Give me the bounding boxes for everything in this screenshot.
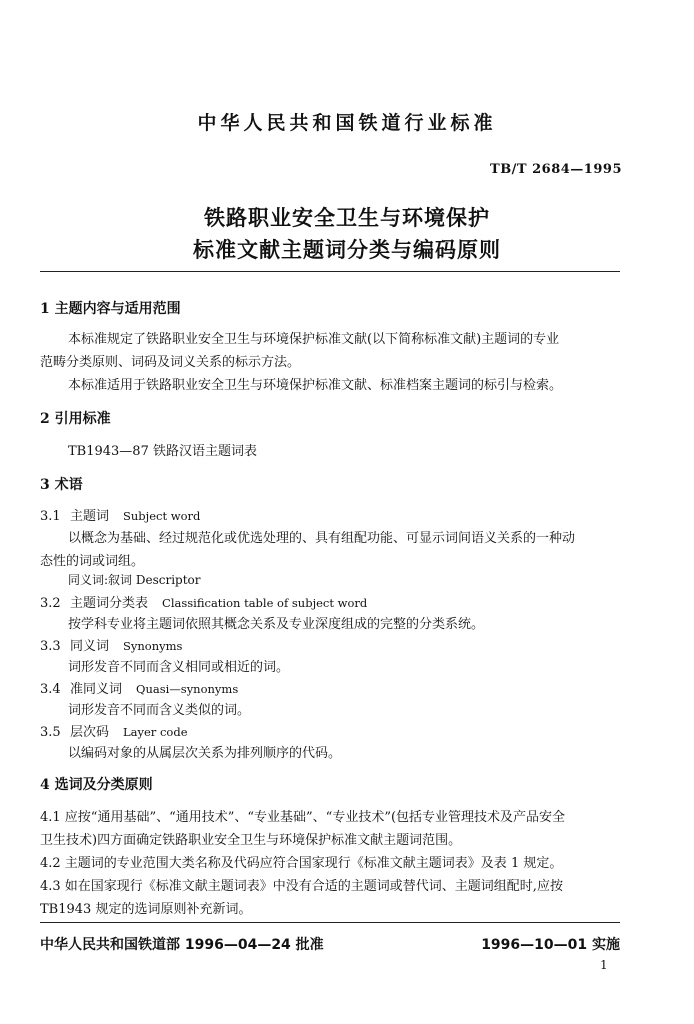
term-3-2	[40, 592, 367, 611]
term-number: 3.1	[40, 509, 61, 524]
term-chinese: 层次码	[70, 725, 110, 740]
term-english: Classification table of subject word	[162, 596, 368, 610]
clause-4-1b: 卫生技术)四方面确定铁路职业安全卫生与环境保护标准文献主题词范围。	[40, 833, 462, 848]
document-title-line2: 标准文献主题词分类与编码原则	[193, 237, 501, 262]
term-chinese: 主题词分类表	[70, 596, 149, 611]
term-3-1-definition-a: 以概念为基础、经过规范化或优选处理的、具有组配功能、可显示词间语义关系的一种动	[68, 531, 576, 546]
term-number: 3.5	[40, 725, 61, 740]
section-3-heading: 3 术语	[40, 477, 83, 493]
document-title-line1: 铁路职业安全卫生与环境保护	[204, 205, 490, 230]
term-3-4-definition: 词形发音不同而含义类似的词。	[68, 703, 251, 718]
term-chinese: 同义词	[70, 639, 110, 654]
clause-4-2: 4.2 主题词的专业范围大类名称及代码应符合国家现行《标准文献主题词表》及表 1 规定。	[40, 856, 563, 871]
term-3-4	[40, 678, 238, 697]
clause-4-3b: TB1943 规定的选词原则补充新词。	[40, 902, 252, 917]
standard-series-header: 中华人民共和国铁道行业标准	[197, 112, 497, 134]
section-1-paragraph-1a: 本标准规定了铁路职业安全卫生与环境保护标准文献(以下简称标准文献)主题词的专业	[68, 332, 560, 347]
clause-4-3a: 4.3 如在国家现行《标准文献主题词表》中没有合适的主题词或替代词、主题词组配时,应按	[40, 879, 563, 894]
term-3-3	[40, 635, 182, 654]
section-2-heading: 2 引用标准	[40, 411, 111, 427]
term-3-5	[40, 721, 188, 740]
term-number: 3.2	[40, 596, 61, 611]
term-english: Quasi—synonyms	[136, 682, 239, 696]
clause-4-1a: 4.1 应按“通用基础”、“通用技术”、“专业基础”、“专业技术”(包括专业管理技术及产品安全	[40, 810, 566, 825]
section-1-paragraph-1b: 范畴分类原则、词码及词义关系的标示方法。	[40, 355, 301, 370]
section-4-heading: 4 选词及分类原则	[40, 777, 153, 793]
effective-date: 1996—10—01 实施	[481, 937, 620, 953]
footer-divider	[40, 922, 620, 923]
term-3-5-definition: 以编码对象的从属层次关系为排列顺序的代码。	[68, 746, 342, 761]
term-number: 3.3	[40, 639, 61, 654]
term-3-3-definition: 词形发音不同而含义相同或相近的词。	[68, 660, 290, 675]
term-chinese: 准同义词	[70, 682, 123, 697]
term-3-1-definition-b: 态性的词或词组。	[40, 554, 145, 569]
term-3-1-synonym: 同义词:叙词 Descriptor	[68, 573, 201, 587]
page-number: 1	[600, 958, 608, 972]
term-english: Layer code	[123, 725, 188, 739]
term-3-1	[40, 505, 200, 524]
term-number: 3.4	[40, 682, 61, 697]
standard-code: TB/T 2684—1995	[490, 162, 622, 177]
term-chinese: 主题词	[70, 509, 110, 524]
referenced-standard: TB1943—87 铁路汉语主题词表	[68, 444, 257, 459]
term-3-2-definition: 按学科专业将主题词依照其概念关系及专业深度组成的完整的分类系统。	[68, 617, 485, 632]
approval-statement: 中华人民共和国铁道部 1996—04—24 批准	[40, 937, 324, 953]
section-1-paragraph-2: 本标准适用于铁路职业安全卫生与环境保护标准文献、标准档案主题词的标引与检索。	[68, 378, 563, 393]
section-1-heading: 1 主题内容与适用范围	[40, 301, 181, 317]
term-english: Synonyms	[123, 639, 183, 653]
term-english: Subject word	[123, 509, 201, 523]
title-divider	[40, 271, 620, 272]
